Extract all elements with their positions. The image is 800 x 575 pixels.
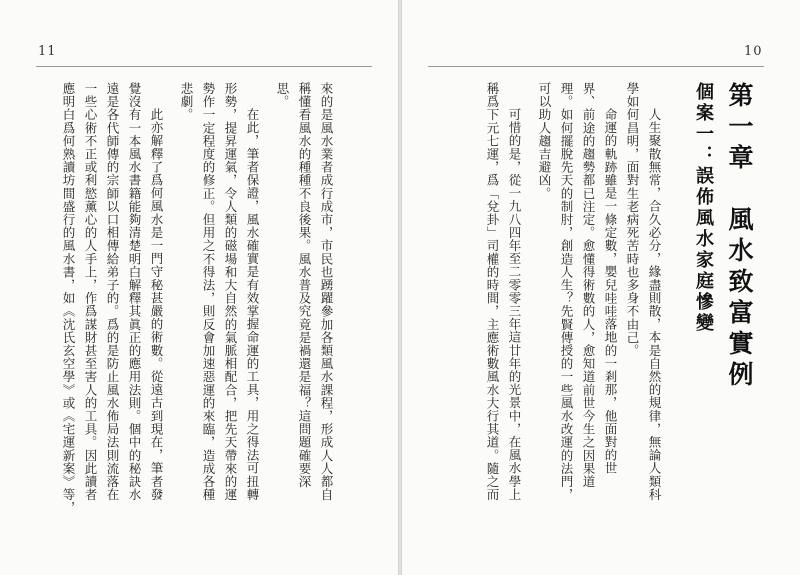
body-column: 可惜的是，從一九八四年至二零零三年這廿年的光景中，在風水學上 (507, 108, 522, 501)
left-page (0, 0, 398, 575)
body-column: 人生聚散無常，合久必分，緣盡則散，本是自然的規律，無論人類科 (647, 108, 662, 501)
body-column: 思。 (275, 82, 290, 109)
body-column: 覺沒有一本風水書籍能夠清楚明白解釋其眞正的應用法則。個中的秘訣水 (127, 82, 142, 502)
body-column: 命運的軌跡雖是一條定數，嬰兒哇哇落地的一剎那，他面對的世 (603, 108, 618, 475)
right-page (402, 0, 800, 575)
body-column: 形勢，提昇運氣，令人類的磁場和大自然的氣脈相配合，把先天帶來的運 (223, 82, 238, 502)
body-column: 應明白爲何熟讀坊間盛行的風水書，如《沈氏玄空學》或《宅運新案》等， (61, 82, 76, 515)
body-column: 理。如何擺脫先天的制肘，創造人生？先賢傳授的一些風水改運的法門， (559, 82, 574, 502)
body-column: 遠是各代師傳的宗師以口相傳給弟子的。爲的是防止風水佈局法則流落在 (105, 82, 120, 502)
body-column: 在此，筆者保證，風水確實是有效掌握命運的工具，用之得法可扭轉 (245, 108, 260, 501)
page-number-left: 11 (38, 44, 57, 59)
page-number-right: 10 (744, 44, 763, 59)
body-column: 界、前途的趨勢都已注定。愈懂得術數的人，愈知道前世今生之因果道 (581, 82, 596, 489)
chapter-title: 第一章 風水致富實例 (725, 82, 754, 392)
body-column: 可以助人趨吉避凶。 (537, 82, 552, 200)
body-column: 一些心術不正或利慾薰心的人手上，作爲謀財甚至害人的工具。因此讀者 (83, 82, 98, 502)
case-title: 個案一：誤佈風水家庭慘變 (693, 82, 714, 334)
body-column: 來的是風水業者成行成市，市民也踴躍參加各類風水課程，形成人人都自 (319, 82, 334, 502)
header-rule-right (428, 66, 764, 67)
body-column: 勢作一定程度的修正。但用之不得法，則反會加速惡運的來臨，造成各種 (201, 82, 216, 502)
body-column: 學如何昌明，面對生老病死苦時也多身不由己。 (625, 82, 640, 358)
body-column: 稱爲下元七運，爲「兌卦」司權的時間，主應術數風水大行其道。隨之而 (485, 82, 500, 502)
body-column: 此亦解釋了爲何風水是一門守秘甚嚴的術數。從遠古到現在，筆者發 (149, 108, 164, 501)
body-column: 稱懂看風水的種種不良後果。風水普及究竟是禍還是福？這問題確要深 (297, 82, 312, 489)
header-rule-left (36, 66, 372, 67)
body-column: 悲劇。 (179, 82, 194, 122)
